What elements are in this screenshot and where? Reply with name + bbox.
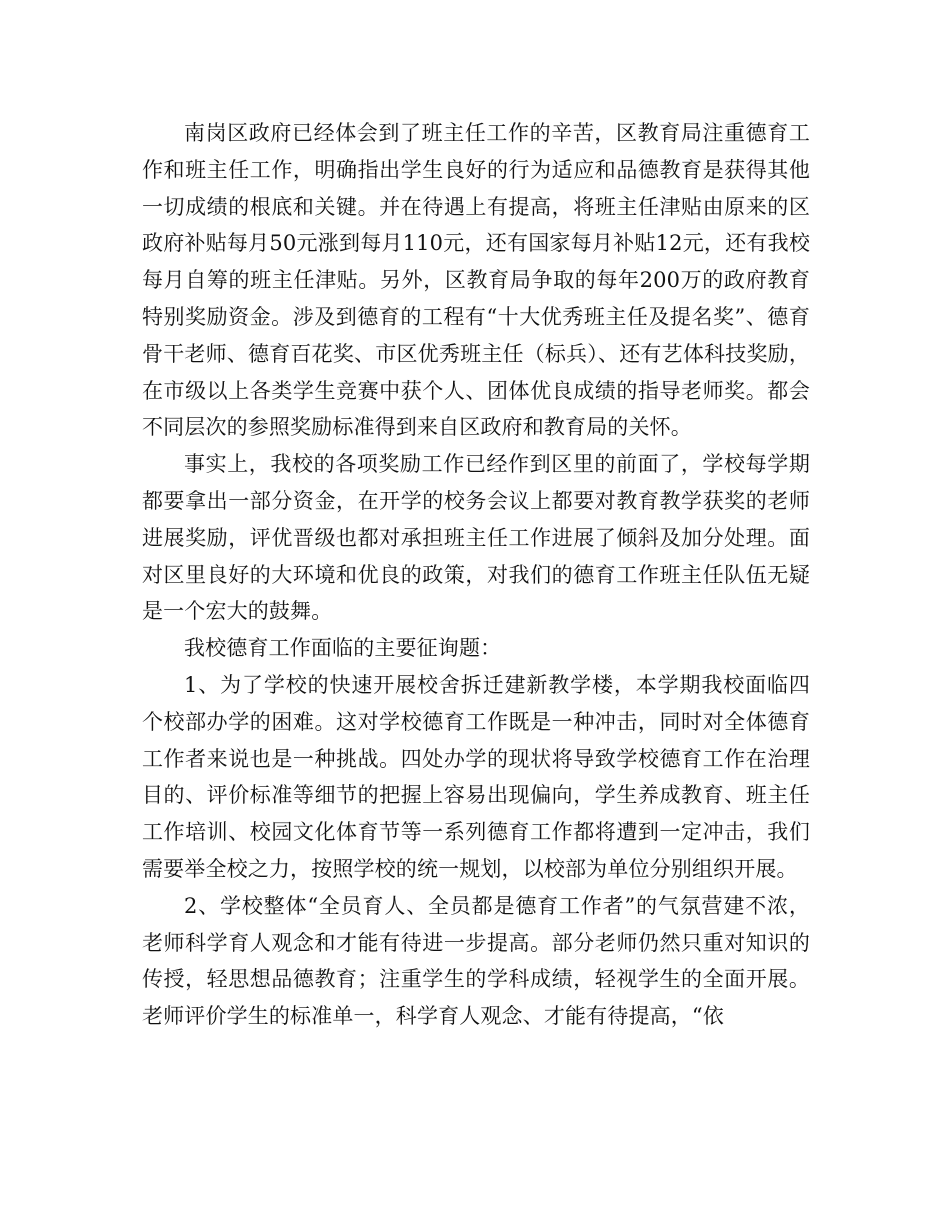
paragraph-1: 南岗区政府已经体会到了班主任工作的辛苦，区教育局注重德育工作和班主任工作，明确指出学生良好的行为适应和品德教育是获得其他一切成绩的根底和关键。并在待遇上有提高，将班主任津贴由原来的区政府补贴每月50元涨到每月110元，还有国家每月补贴12元，还有我校每月自筹的班主任津贴。另外，区教育局争取的每年200万的政府教育特别奖励资金。涉及到德育的工程有“十大优秀班主任及提名奖”、德育骨干老师、德育百花奖、市区优秀班主任（标兵）、还有艺体科技奖励，在市级以上各类学生竞赛中获个人、团体优良成绩的指导老师奖。都会不同层次的参照奖励标准得到来自区政府和教育局的关怀。 (142, 121, 810, 440)
paragraph-2: 事实上，我校的各项奖励工作已经作到区里的前面了，学校每学期都要拿出一部分资金，在开学的校务会议上都要对教育教学获奖的老师进展奖励，评优晋级也都对承担班主任工作进展了倾斜及加分处理。面对区里良好的大环境和优良的政策，对我们的德育工作班主任队伍无疑是一个宏大的鼓舞。 (142, 452, 810, 624)
document-body (142, 115, 810, 1035)
paragraph-3: 我校德育工作面临的主要征询题： (184, 636, 502, 661)
paragraph-4: 1、为了学校的快速开展校舍拆迁建新教学楼，本学期我校面临四个校部办学的困难。这对学校德育工作既是一种冲击，同时对全体德育工作者来说也是一种挑战。四处办学的现状将导致学校德育工作在治理目的、评价标准等细节的把握上容易出现偏向，学生养成教育、班主任工作培训、校园文化体育节等一系列德育工作都将遭到一定冲击，我们需要举全校之力，按照学校的统一规划，以校部为单位分别组织开展。 (142, 672, 810, 881)
paragraph-5: 2、学校整体“全员育人、全员都是德育工作者”的气氛营建不浓，老师科学育人观念和才能有待进一步提高。部分老师仍然只重对知识的传授，轻思想品德教育；注重学生的学科成绩，轻视学生的全面开展。老师评价学生的标准单一，科学育人观念、才能有待提高，“依 (142, 893, 810, 1029)
